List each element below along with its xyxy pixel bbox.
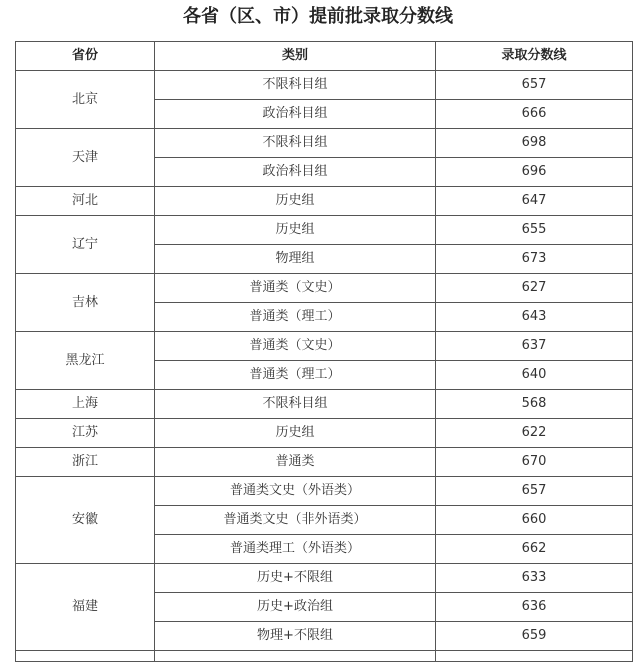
province-cell: 福建 [16, 564, 155, 651]
category-cell: 普通类 [155, 448, 436, 477]
table-row-cut [16, 651, 633, 662]
category-cell: 历史组 [155, 216, 436, 245]
score-cell: 622 [436, 419, 633, 448]
category-cell: 普通类文史（外语类） [155, 477, 436, 506]
category-cell: 物理+不限组 [155, 622, 436, 651]
table-header-row [16, 42, 633, 71]
category-cell: 不限科目组 [155, 71, 436, 100]
header-score: 录取分数线 [436, 42, 633, 71]
score-table [15, 41, 633, 662]
table-row [16, 216, 633, 245]
score-cell: 643 [436, 303, 633, 332]
score-cell: 660 [436, 506, 633, 535]
table-row [16, 187, 633, 216]
score-cell: 673 [436, 245, 633, 274]
score-cell: 636 [436, 593, 633, 622]
category-cell: 历史组 [155, 419, 436, 448]
table-row [16, 390, 633, 419]
category-cell: 普通类文史（非外语类） [155, 506, 436, 535]
empty-cell [436, 651, 633, 662]
category-cell: 不限科目组 [155, 390, 436, 419]
score-cell: 655 [436, 216, 633, 245]
empty-cell [16, 651, 155, 662]
table-row [16, 129, 633, 158]
table-row [16, 477, 633, 506]
category-cell: 历史组 [155, 187, 436, 216]
category-cell: 普通类（文史） [155, 274, 436, 303]
score-cell: 670 [436, 448, 633, 477]
category-cell: 不限科目组 [155, 129, 436, 158]
province-cell: 黑龙江 [16, 332, 155, 390]
province-cell: 安徽 [16, 477, 155, 564]
category-cell: 普通类（理工） [155, 361, 436, 390]
score-cell: 657 [436, 477, 633, 506]
category-cell: 普通类（理工） [155, 303, 436, 332]
province-cell: 辽宁 [16, 216, 155, 274]
category-cell: 普通类（文史） [155, 332, 436, 361]
province-cell: 江苏 [16, 419, 155, 448]
province-cell: 吉林 [16, 274, 155, 332]
table-row [16, 332, 633, 361]
category-cell: 历史+政治组 [155, 593, 436, 622]
score-cell: 637 [436, 332, 633, 361]
score-cell: 633 [436, 564, 633, 593]
province-cell: 河北 [16, 187, 155, 216]
table-row [16, 419, 633, 448]
province-cell: 上海 [16, 390, 155, 419]
category-cell: 政治科目组 [155, 158, 436, 187]
score-cell: 698 [436, 129, 633, 158]
province-cell: 浙江 [16, 448, 155, 477]
table-row [16, 564, 633, 593]
score-cell: 659 [436, 622, 633, 651]
table-row [16, 448, 633, 477]
score-cell: 640 [436, 361, 633, 390]
category-cell: 普通类理工（外语类） [155, 535, 436, 564]
score-cell: 568 [436, 390, 633, 419]
header-province: 省份 [16, 42, 155, 71]
score-cell: 627 [436, 274, 633, 303]
category-cell: 政治科目组 [155, 100, 436, 129]
page-title: 各省（区、市）提前批录取分数线 [183, 6, 453, 27]
category-cell: 物理组 [155, 245, 436, 274]
table-row [16, 71, 633, 100]
table-row [16, 274, 633, 303]
score-cell: 662 [436, 535, 633, 564]
category-cell: 历史+不限组 [155, 564, 436, 593]
province-cell: 天津 [16, 129, 155, 187]
empty-cell [155, 651, 436, 662]
province-cell: 北京 [16, 71, 155, 129]
score-cell: 696 [436, 158, 633, 187]
header-category: 类别 [155, 42, 436, 71]
score-cell: 647 [436, 187, 633, 216]
score-cell: 666 [436, 100, 633, 129]
score-cell: 657 [436, 71, 633, 100]
